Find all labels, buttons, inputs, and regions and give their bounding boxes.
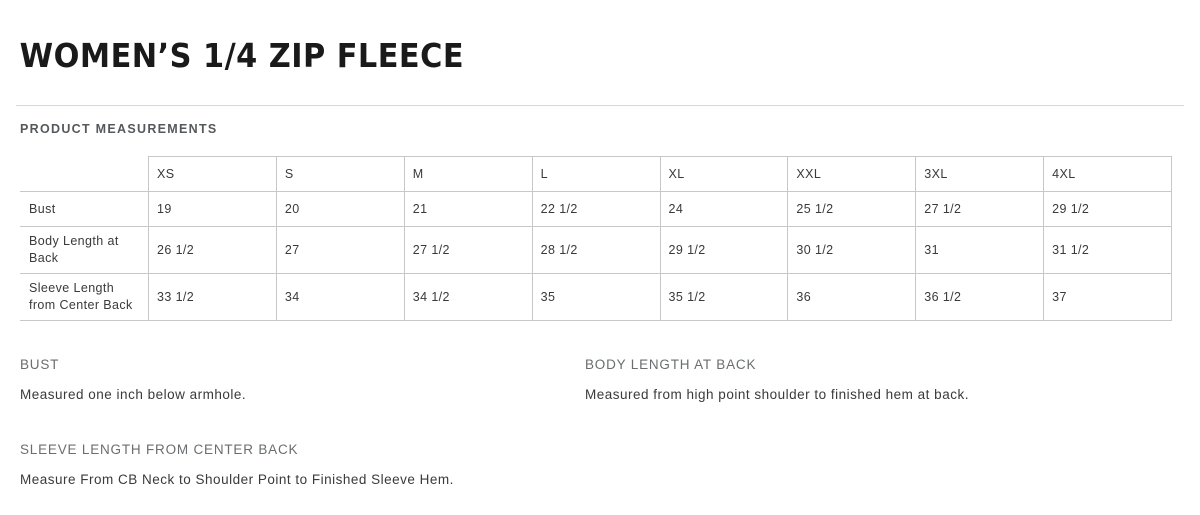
table-header-row [21, 157, 1172, 192]
cell-bust-l: 22 1/2 [532, 192, 660, 227]
table-corner-cell [21, 157, 149, 192]
cell-body-length-s: 27 [276, 227, 404, 274]
column-header-xs: XS [149, 157, 277, 192]
cell-sleeve-length-s: 34 [276, 274, 404, 321]
cell-sleeve-length-4xl: 37 [1044, 274, 1172, 321]
page-title: WOMEN’S 1/4 ZIP FLEECE [19, 36, 465, 75]
column-header-3xl: 3XL [916, 157, 1044, 192]
row-label-sleeve-length-from-center-back: Sleeve Length from Center Back [21, 274, 149, 321]
column-header-xxl: XXL [788, 157, 916, 192]
table-body [21, 192, 1172, 321]
cell-body-length-4xl: 31 1/2 [1044, 227, 1172, 274]
cell-body-length-3xl: 31 [916, 227, 1044, 274]
cell-bust-m: 21 [404, 192, 532, 227]
cell-sleeve-length-3xl: 36 1/2 [916, 274, 1044, 321]
note-title-sleeve-length-from-center-back: SLEEVE LENGTH FROM CENTER BACK [20, 441, 299, 457]
cell-body-length-xl: 29 1/2 [660, 227, 788, 274]
cell-bust-s: 20 [276, 192, 404, 227]
table-row [21, 227, 1172, 274]
measurement-notes [16, 357, 1184, 487]
cell-bust-xs: 19 [149, 192, 277, 227]
row-label-bust: Bust [21, 192, 149, 227]
cell-body-length-l: 28 1/2 [532, 227, 660, 274]
product-measurements-table [20, 156, 1172, 321]
row-label-body-length-at-back: Body Length at Back [21, 227, 149, 274]
cell-sleeve-length-xs: 33 1/2 [149, 274, 277, 321]
cell-body-length-m: 27 1/2 [404, 227, 532, 274]
column-header-xl: XL [660, 157, 788, 192]
cell-bust-xxl: 25 1/2 [788, 192, 916, 227]
cell-bust-xl: 24 [660, 192, 788, 227]
section-label-product-measurements: PRODUCT MEASUREMENTS [20, 122, 218, 137]
column-header-s: S [276, 157, 404, 192]
table-header [21, 157, 1172, 192]
cell-sleeve-length-xxl: 36 [788, 274, 916, 321]
column-header-l: L [532, 157, 660, 192]
cell-sleeve-length-xl: 35 1/2 [660, 274, 788, 321]
notes-grid [20, 357, 1184, 487]
note-text-body-length-at-back: Measured from high point shoulder to finished hem at back. [585, 386, 969, 402]
table-row [21, 192, 1172, 227]
cell-sleeve-length-m: 34 1/2 [404, 274, 532, 321]
title-divider [16, 105, 1184, 106]
note-sleeve-length-from-center-back [20, 442, 585, 487]
note-title-body-length-at-back: BODY LENGTH AT BACK [585, 356, 757, 372]
note-body-length-at-back [585, 357, 1150, 402]
note-text-sleeve-length-from-center-back: Measure From CB Neck to Shoulder Point to Finished Sleeve Hem. [20, 471, 454, 487]
cell-body-length-xxl: 30 1/2 [788, 227, 916, 274]
cell-bust-3xl: 27 1/2 [916, 192, 1044, 227]
cell-body-length-xs: 26 1/2 [149, 227, 277, 274]
note-title-bust: BUST [20, 356, 60, 372]
cell-sleeve-length-l: 35 [532, 274, 660, 321]
column-header-m: M [404, 157, 532, 192]
cell-bust-4xl: 29 1/2 [1044, 192, 1172, 227]
column-header-4xl: 4XL [1044, 157, 1172, 192]
note-bust [20, 357, 585, 402]
table-row [21, 274, 1172, 321]
note-text-bust: Measured one inch below armhole. [20, 386, 247, 402]
